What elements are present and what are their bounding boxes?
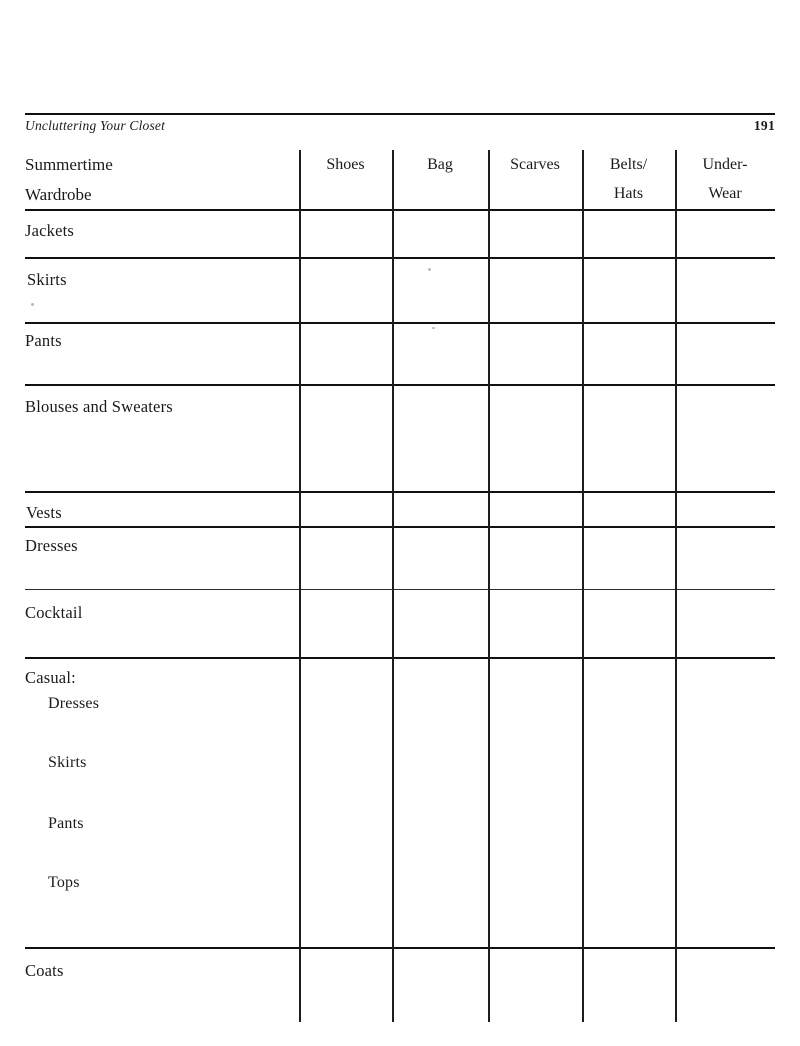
page-number: 191 [753, 118, 775, 133]
row-label-blouses-and-sweaters: Blouses and Sweaters [25, 397, 173, 416]
row-label-casual-pants: Pants [48, 815, 84, 832]
column-header-underwear [675, 150, 775, 208]
rule-below-column-headers [25, 209, 775, 211]
corner-title-line-1: Summertime [25, 155, 113, 174]
column-header-shoes-line-1: Shoes [326, 156, 365, 173]
running-head-title: Uncluttering Your Closet [25, 118, 166, 133]
column-header-underwear-line-2: Wear [708, 185, 742, 202]
column-divider-2 [392, 150, 394, 1022]
rule-below-casual [25, 947, 775, 949]
row-label-coats: Coats [25, 961, 64, 980]
rule-below-blouses-and-sweaters [25, 491, 775, 493]
scan-speckle [428, 268, 431, 271]
rule-below-skirts [25, 322, 775, 324]
rule-below-pants [25, 384, 775, 386]
corner-title-line-2: Wardrobe [25, 185, 92, 204]
rule-below-cocktail [25, 657, 775, 659]
row-label-pants: Pants [25, 331, 62, 350]
row-label-skirts: Skirts [27, 270, 67, 289]
row-label-casual: Casual: [25, 668, 76, 687]
column-divider-4 [582, 150, 584, 1022]
row-label-casual-dresses: Dresses [48, 695, 100, 712]
column-header-belts-hats [582, 150, 675, 208]
row-label-vests: Vests [26, 503, 62, 522]
column-header-scarves-line-1: Scarves [510, 156, 560, 173]
column-divider-5 [675, 150, 677, 1022]
table-corner-title [25, 150, 113, 210]
scan-speckle [432, 327, 435, 329]
scan-speckle [31, 303, 34, 306]
rule-below-vests [25, 526, 775, 528]
row-label-dresses: Dresses [25, 536, 78, 555]
column-divider-1 [299, 150, 301, 1022]
column-header-underwear-line-1: Under- [702, 156, 748, 173]
column-header-belts-hats-line-1: Belts/ [609, 156, 648, 173]
column-header-scarves [488, 150, 582, 179]
column-header-bag-line-1: Bag [427, 156, 453, 173]
column-header-shoes [299, 150, 392, 179]
column-header-belts-hats-line-2: Hats [613, 185, 644, 202]
rule-below-jackets [25, 257, 775, 259]
column-divider-3 [488, 150, 490, 1022]
row-label-jackets: Jackets [25, 221, 75, 240]
rule-below-dresses [25, 589, 775, 590]
row-label-casual-skirts: Skirts [48, 754, 87, 771]
row-label-cocktail: Cocktail [25, 603, 83, 622]
column-header-bag [392, 150, 488, 179]
row-label-casual-tops: Tops [48, 874, 80, 891]
